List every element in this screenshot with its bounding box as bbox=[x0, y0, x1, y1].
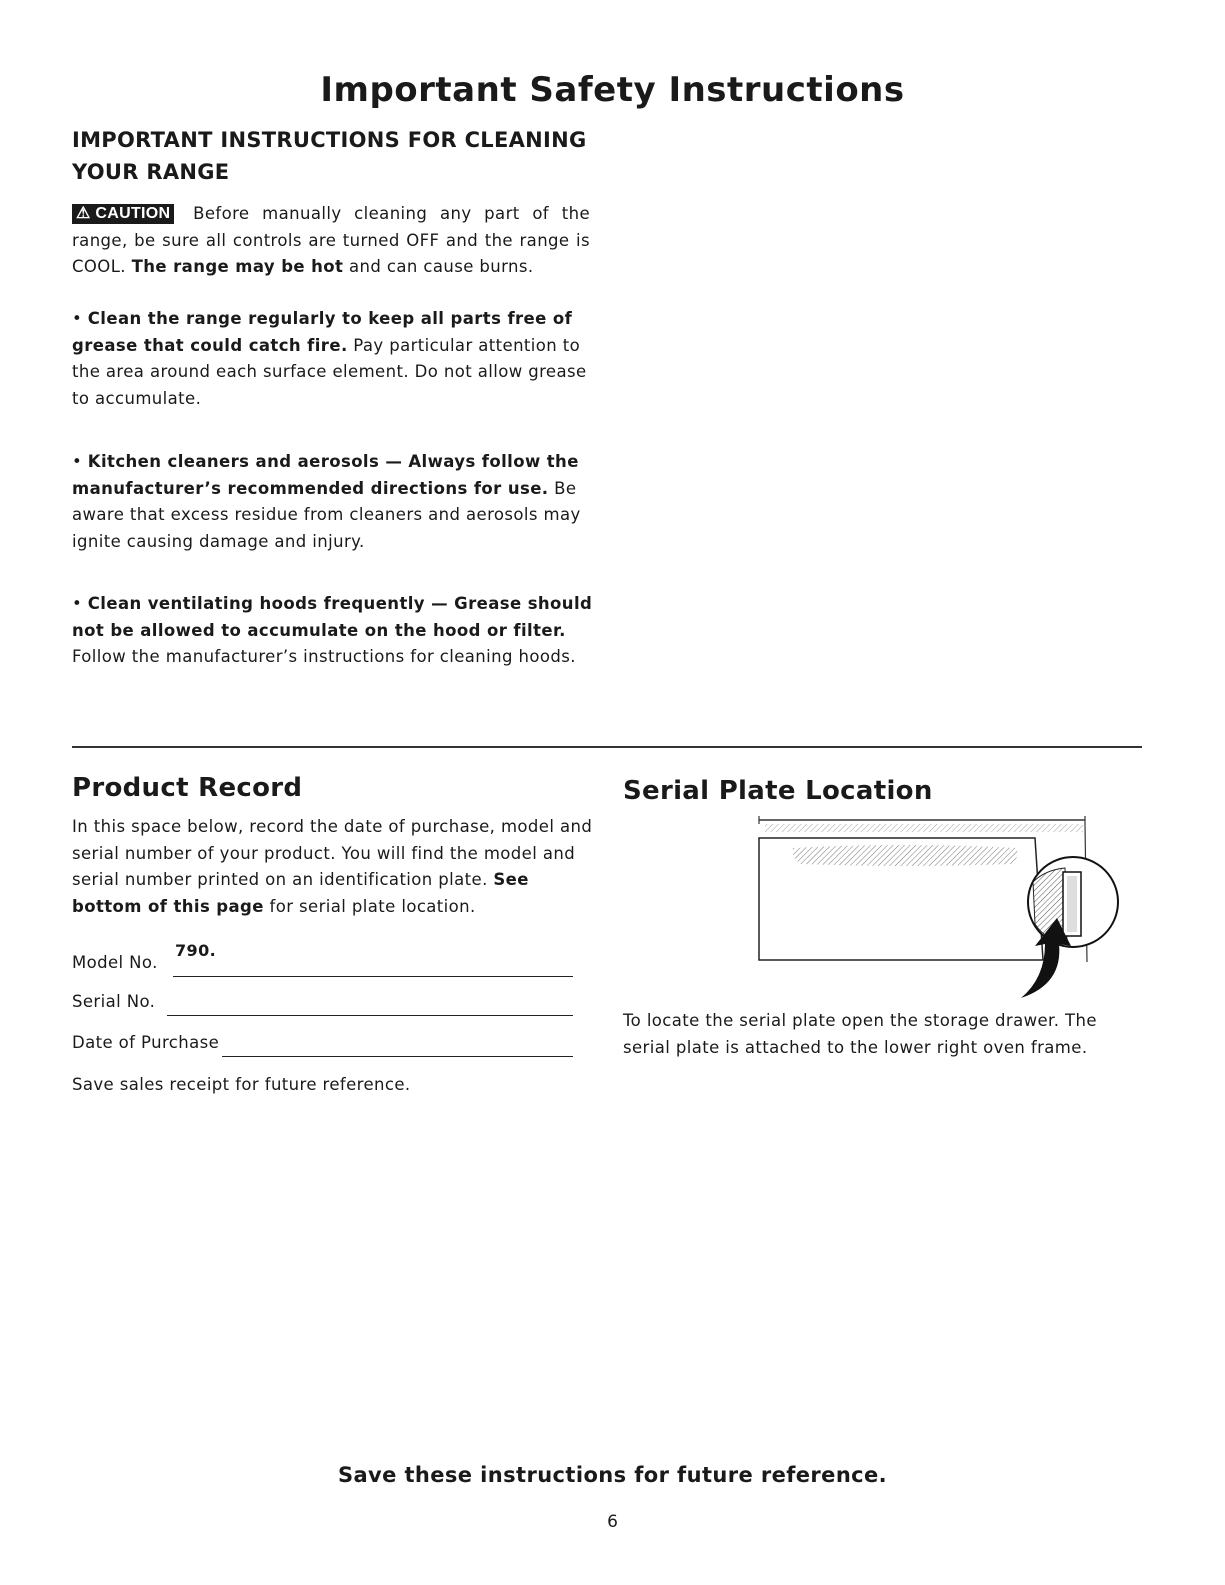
serial-number-label: Serial No. bbox=[72, 992, 156, 1011]
model-number-line bbox=[173, 976, 573, 977]
date-of-purchase-label: Date of Purchase bbox=[72, 1033, 220, 1052]
receipt-note: Save sales receipt for future reference. bbox=[72, 1075, 411, 1094]
bullet-text: Pay particular attention to the area around each surface element. Do not allow grease to accumulate. bbox=[72, 335, 587, 408]
bullet-icon: • bbox=[72, 309, 83, 328]
section-divider bbox=[72, 746, 1142, 748]
product-record-heading: Product Record bbox=[72, 773, 303, 803]
caution-badge bbox=[72, 204, 174, 224]
page-title: Important Safety Instructions bbox=[320, 70, 905, 110]
bullet-text: Be aware that excess residue from cleaners and aerosols may ignite causing damage and injury. bbox=[72, 478, 581, 551]
caution-text: Before manually cleaning any part of the range, be sure all controls are turned OFF and the range is COOL. bbox=[72, 204, 590, 276]
cleaning-heading-line2: YOUR RANGE bbox=[72, 160, 230, 184]
footer-text: Save these instructions for future reference. bbox=[337, 1463, 888, 1487]
model-number-label: Model No. bbox=[72, 953, 158, 972]
bullet-bold-text: Kitchen cleaners and aerosols — Always follow the manufacturer’s recommended directions for use. bbox=[72, 452, 579, 498]
serial-plate-text: To locate the serial plate open the storage drawer. The serial plate is attached to the lower right oven frame. bbox=[623, 1011, 1097, 1057]
model-number-value: 790. bbox=[175, 941, 217, 960]
caution-badge-label: CAUTION bbox=[95, 205, 171, 222]
serial-number-line bbox=[167, 1015, 573, 1016]
bullet-text: Follow the manufacturer’s instructions for cleaning hoods. bbox=[72, 647, 576, 666]
bullet-icon: • bbox=[72, 594, 83, 613]
caution-tail-text: and can cause burns. bbox=[349, 257, 534, 276]
date-of-purchase-line bbox=[222, 1056, 573, 1057]
product-record-intro bbox=[72, 814, 594, 920]
drawer-handle bbox=[793, 845, 1018, 866]
bullet-icon: • bbox=[72, 452, 83, 471]
bullet-bold-text: Clean ventilating hoods frequently — Grease should not be allowed to accumulate on the hood or filter. bbox=[72, 594, 593, 640]
caution-paragraph bbox=[72, 201, 590, 281]
bullet-item bbox=[72, 449, 602, 555]
serial-plate-illustration bbox=[745, 812, 1125, 1007]
serial-number-field[interactable] bbox=[72, 992, 572, 1018]
bullet-item bbox=[72, 591, 602, 671]
bullet-item bbox=[72, 306, 602, 412]
product-record-intro-text: In this space below, record the date of purchase, model and serial number of your product. You will find the model and serial number printed on an identification plate. bbox=[72, 817, 593, 889]
serial-plate-heading: Serial Plate Location bbox=[623, 776, 933, 806]
cleaning-heading-line1: IMPORTANT INSTRUCTIONS FOR CLEANING bbox=[72, 128, 587, 152]
product-record-intro-bold: See bottom of this page bbox=[72, 870, 529, 916]
product-record-intro-tail: for serial plate location. bbox=[269, 896, 476, 916]
date-of-purchase-field[interactable] bbox=[72, 1033, 572, 1059]
cleaning-heading bbox=[72, 124, 632, 188]
page-number: 6 bbox=[607, 1512, 618, 1532]
model-number-field[interactable] bbox=[72, 941, 572, 979]
bullet-bold-text: Clean the range regularly to keep all parts free of grease that could catch fire. bbox=[72, 309, 573, 355]
oven-frame-band bbox=[765, 824, 1083, 832]
caution-bold-text: The range may be hot bbox=[131, 257, 344, 276]
warning-triangle-icon: ⚠ bbox=[76, 205, 91, 222]
